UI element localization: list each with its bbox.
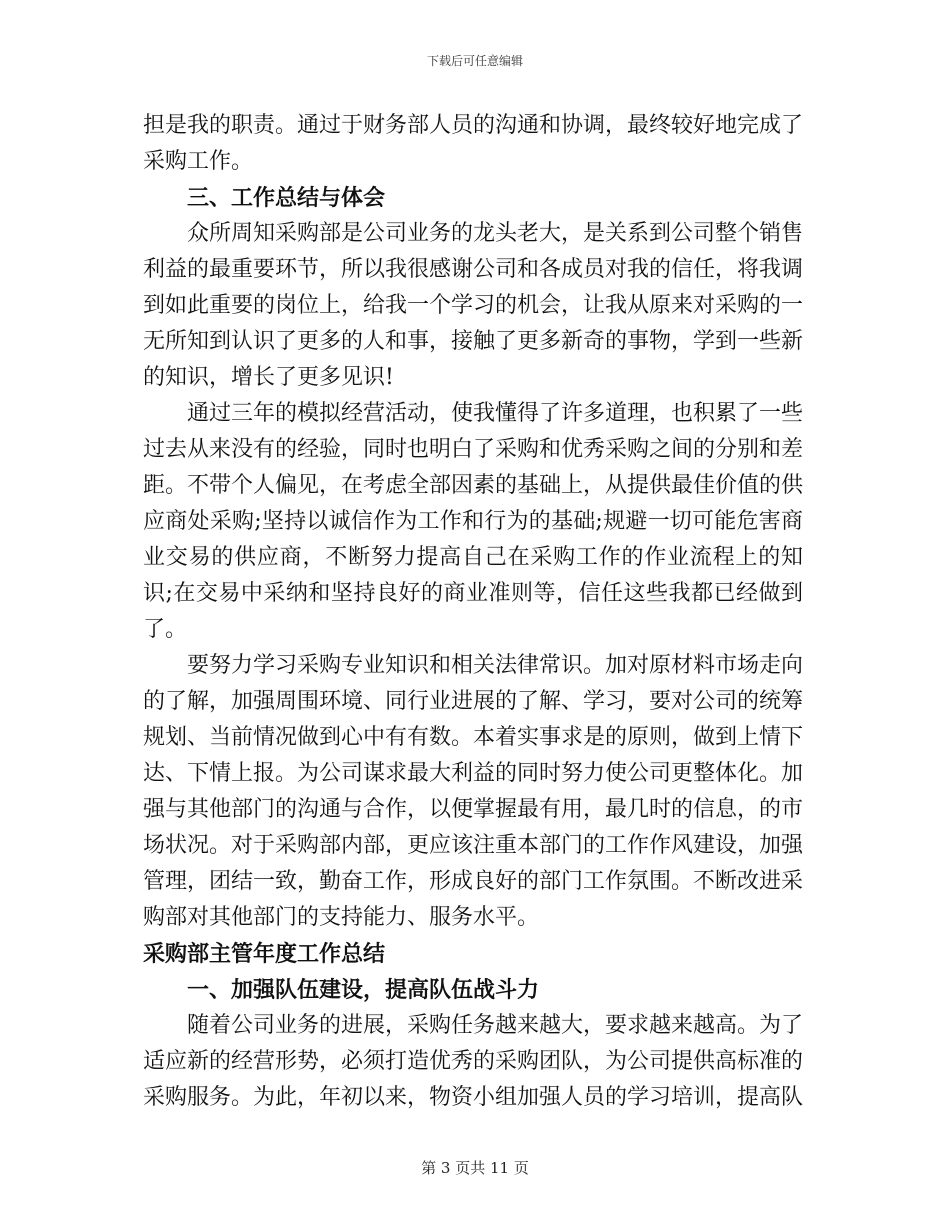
page-header: 下载后可任意编辑 bbox=[426, 54, 523, 68]
paragraph-study-plan: 要努力学习采购专业知识和相关法律常识。加对原材料市场走向的了解，加强周围环境、同行业进展的了解、学习，要对公司的统筹规划、当前情况做到心中有有数。本着实事求是的原则，做到上情下达、下情上报。为公司谋求最大利益的同时努力使公司更整体化。加强与其他部门的沟通与合作，以便掌握最有用，最几时的信息，的市场状况。对于采购部内部，更应该注重本部门的工作作风建设，加强管理，团结一致，勤奋工作，形成良好的部门工作氛围。不断改进采购部对其他部门的支持能力、服务水平。 bbox=[143, 653, 804, 930]
paragraph-continued: 担是我的职责。通过于财务部人员的沟通和协调，最终较好地完成了采购工作。 bbox=[143, 113, 804, 174]
section-heading-summary: 三、工作总结与体会 bbox=[187, 185, 386, 211]
page-footer: 第 3 页共 11 页 bbox=[421, 1159, 529, 1177]
section-heading-team: 一、加强队伍建设，提高队伍战斗力 bbox=[187, 977, 540, 1003]
paragraph-experience: 通过三年的模拟经营活动，使我懂得了许多道理，也积累了一些过去从来没有的经验，同时也明白了采购和优秀采购之间的分别和差距。不带个人偏见，在考虑全部因素的基础上，从提供最佳价值的供应商处采购;坚持以诚信作为工作和行为的基础;规避一切可能危害商业交易的供应商，不断努力提高自己在采购工作的作业流程上的知识;在交易中采纳和坚持良好的商业准则等，信任这些我都已经做到了。 bbox=[143, 401, 804, 642]
document-title: 采购部主管年度工作总结 bbox=[143, 941, 386, 967]
document-body bbox=[143, 108, 803, 1116]
paragraph-purchasing-role: 众所周知采购部是公司业务的龙头老大，是关系到公司整个销售利益的最重要环节，所以我很感谢公司和各成员对我的信任，将我调到如此重要的岗位上，给我一个学习的机会，让我从原来对采购的一无所知到认识了更多的人和事，接触了更多新奇的事物，学到一些新的知识，增长了更多见识! bbox=[143, 221, 804, 390]
paragraph-team-building: 随着公司业务的进展，采购任务越来越大，要求越来越高。为了适应新的经营形势，必须打造优秀的采购团队，为公司提供高标准的采购服务。为此，年初以来，物资小组加强人员的学习培训，提高队 bbox=[143, 1013, 804, 1110]
